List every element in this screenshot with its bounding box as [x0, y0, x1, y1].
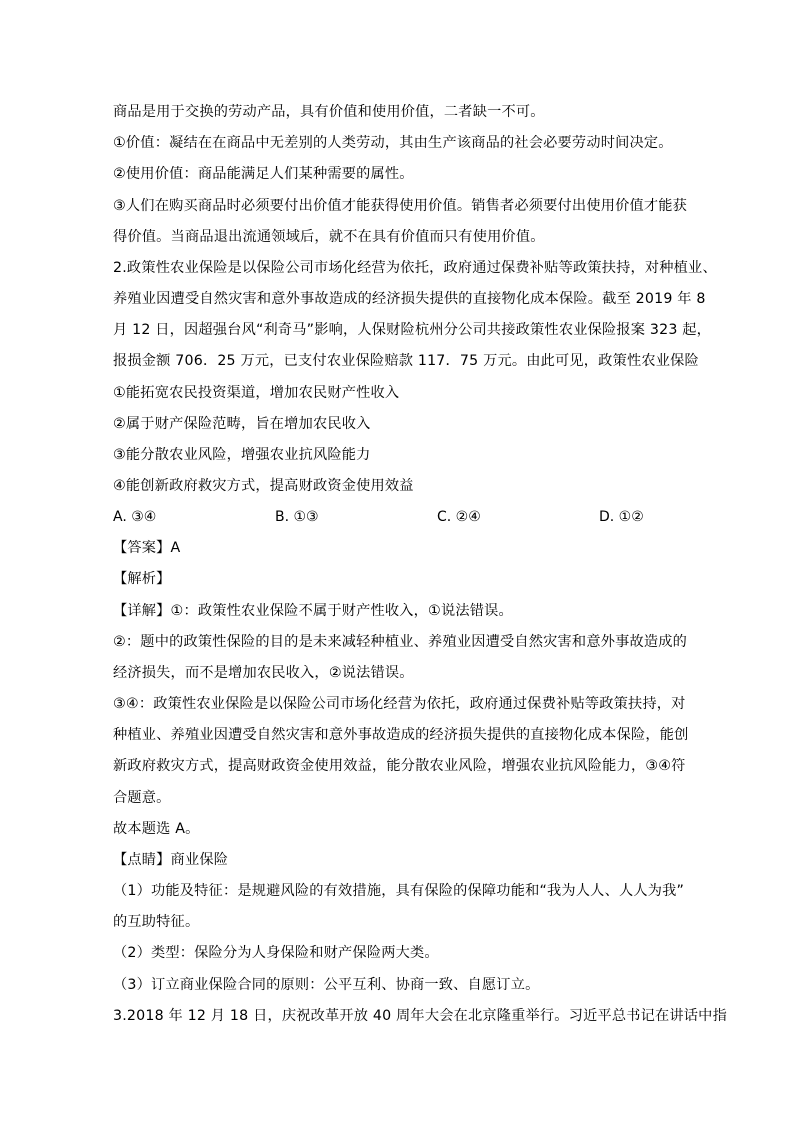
option-c: C. ②④ — [437, 509, 481, 525]
detail-line: 【详解】①：政策性农业保险不属于财产性收入，①说法错误。 — [113, 603, 513, 619]
tip-label: 【点睛】商业保险 — [113, 852, 229, 868]
text-line: ②使用价值：商品能满足人们某种需要的属性。 — [113, 166, 414, 182]
text-line: 月 12 日，因超强台风“利奇马”影响，人保财险杭州分公司共接政策性农业保险报案 323 起， — [113, 322, 712, 338]
text-line: 得价值。当商品退出流通领域后，就不在具有价值而只有使用价值。 — [113, 229, 545, 245]
text-line: （2）类型：保险分为人身保险和财产保险两大类。 — [113, 945, 439, 961]
text-line: 种植业、养殖业因遭受自然灾害和意外事故造成的经济损失提供的直接物化成本保险，能创 — [113, 727, 689, 743]
text-line: 经济损失，而不是增加农民收入，②说法错误。 — [113, 665, 414, 681]
conclusion-line: 故本题选 A。 — [113, 821, 200, 837]
text-line: ③人们在购买商品时必须要付出价值才能获得使用价值。销售者必须要付出使用价值才能获 — [113, 198, 688, 214]
option-d: D. ①② — [599, 509, 644, 525]
text-line: 报损金额 706．25 万元，已支付农业保险赔款 117．75 万元。由此可见，政策性农业保险 — [113, 353, 699, 369]
text-line: ③④：政策性农业保险是以保险公司市场化经营为依托，政府通过保费补贴等政策扶持，对 — [113, 696, 686, 712]
text-line: 新政府救灾方式，提高财政资金使用效益，能分散农业风险，增强农业抗风险能力，③④符 — [113, 758, 686, 774]
question-3-stem: 3.2018 年 12 月 18 日，庆祝改革开放 40 周年大会在北京隆重举行。习近平总书记在讲话中指 — [113, 1008, 727, 1024]
text-line: 商品是用于交换的劳动产品，具有价值和使用价值，二者缺一不可。 — [113, 104, 545, 120]
text-line: ①价值：凝结在在商品中无差别的人类劳动，其由生产该商品的社会必要劳动时间决定。 — [113, 135, 673, 151]
text-line: （1）功能及特征：是规避风险的有效措施，具有保险的保障功能和“我为人人、人人为我” — [113, 883, 685, 899]
option-a: A. ③④ — [113, 509, 157, 525]
statement-4: ④能创新政府救灾方式，提高财政资金使用效益 — [113, 478, 414, 494]
answer-label: 【答案】A — [113, 540, 181, 556]
statement-2: ②属于财产保险范畴，旨在增加农民收入 — [113, 416, 371, 432]
text-line: 合题意。 — [113, 790, 171, 806]
statement-3: ③能分散农业风险，增强农业抗风险能力 — [113, 447, 371, 463]
text-line: 养殖业因遭受自然灾害和意外事故造成的经济损失提供的直接物化成本保险。截至 2019 年 8 — [113, 291, 706, 307]
text-line: ②：题中的政策性保险的目的是未来减轻种植业、养殖业因遭受自然灾害和意外事故造成的 — [113, 634, 688, 650]
text-line: 的互助特征。 — [113, 914, 200, 930]
analysis-label: 【解析】 — [113, 571, 171, 587]
question-2-stem: 2.政策性农业保险是以保险公司市场化经营为依托，政府通过保费补贴等政策扶持，对种植业、 — [113, 260, 717, 276]
text-line: （3）订立商业保险合同的原则：公平互利、协商一致、自愿订立。 — [113, 977, 540, 993]
option-b: B. ①③ — [275, 509, 319, 525]
statement-1: ①能拓宽农民投资渠道，增加农民财产性收入 — [113, 385, 400, 401]
